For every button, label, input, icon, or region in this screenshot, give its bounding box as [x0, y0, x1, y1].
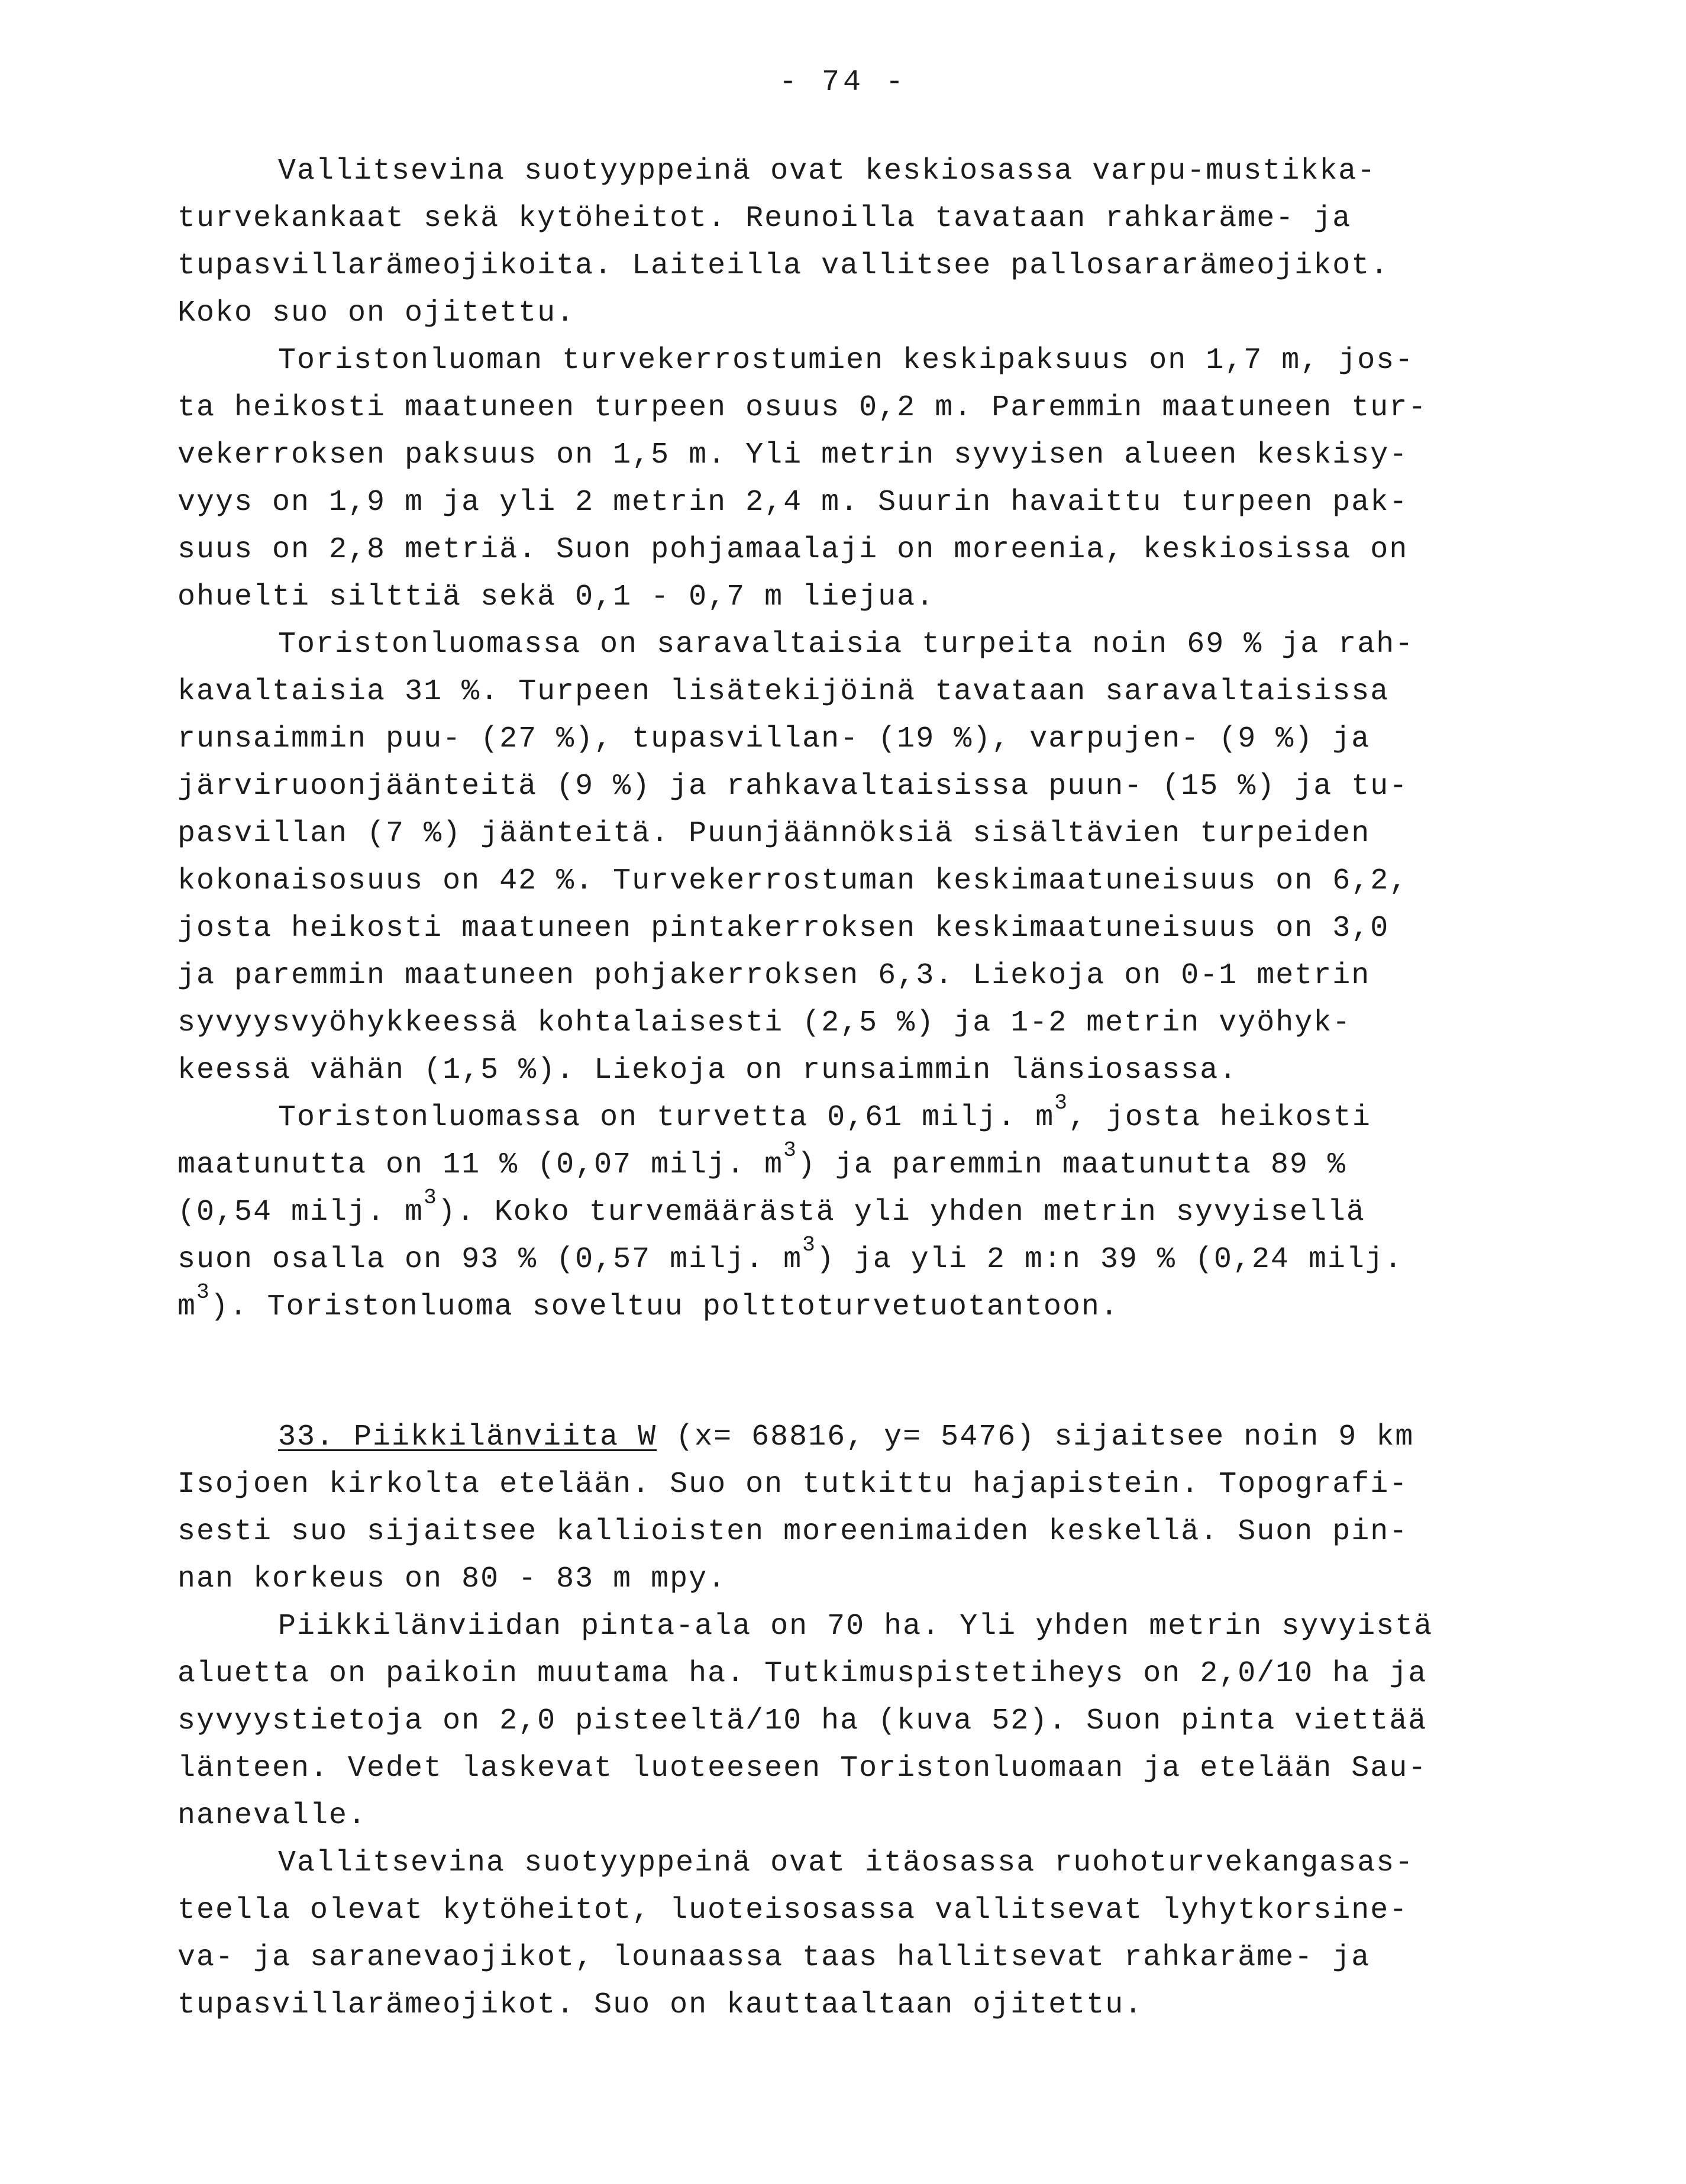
text-line: ta heikosti maatuneen turpeen osuus 0,2 m. Paremmin maatuneen tur- — [177, 391, 1427, 425]
superscript: 3 — [1054, 1091, 1068, 1115]
text-line: vyys on 1,9 m ja yli 2 metrin 2,4 m. Suurin havaittu turpeen pak- — [177, 486, 1409, 519]
text-line: va- ja saranevaojikot, lounaassa taas hallitsevat rahkaräme- ja — [177, 1941, 1371, 1975]
page-number: - 74 - — [779, 66, 907, 99]
text-line: josta heikosti maatuneen pintakerroksen keskimaatuneisuus on 3,0 — [177, 912, 1390, 945]
text-line: tupasvillarämeojikoita. Laiteilla vallitsee pallosararämeojikot. — [177, 249, 1390, 283]
text-line: tupasvillarämeojikot. Suo on kauttaaltaan ojitettu. — [177, 1988, 1144, 2022]
superscript: 3 — [802, 1233, 816, 1257]
superscript: 3 — [196, 1280, 211, 1304]
text-line: (0,54 milj. $m^3$). Koko turvemäärästä yli yhden metrin syvyisellä — [177, 1185, 1365, 1229]
text-line: ohuelti silttiä sekä 0,1 - 0,7 m liejua. — [177, 580, 935, 614]
text-line: $m^3$). Toristonluoma soveltuu polttoturvetuotantoon. — [177, 1280, 1119, 1324]
text-line: kokonaisosuus on 42 %. Turvekerrostuman keskimaatuneisuus on 6,2, — [177, 864, 1409, 898]
text-line: suon osalla on 93 % (0,57 milj. $m^3$) ja yli 2 m:n 39 % (0,24 milj. — [177, 1233, 1403, 1277]
text-line: Vallitsevina suotyyppeinä ovat itäosassa ruohoturvekangasas- — [278, 1846, 1414, 1880]
text-line: syvyystietoja on 2,0 pisteeltä/10 ha (kuva 52). Suon pinta viettää — [177, 1704, 1427, 1738]
text-line: keessä vähän (1,5 %). Liekoja on runsaimmin länsiosassa. — [177, 1054, 1238, 1087]
text-line: nan korkeus on 80 - 83 m mpy. — [177, 1562, 727, 1596]
text-line: Isojoen kirkolta etelään. Suo on tutkittu hajapistein. Topografi- — [177, 1468, 1409, 1501]
text-line: pasvillan (7 %) jäänteitä. Puunjäännöksiä sisältävien turpeiden — [177, 817, 1371, 851]
text-line: teella olevat kytöheitot, luoteisosassa vallitsevat lyhytkorsine- — [177, 1894, 1409, 1927]
text-line: nanevalle. — [177, 1799, 367, 1833]
text-line: maatunutta on 11 % (0,07 milj. $m^3$) ja paremmin maatunutta 89 % — [177, 1138, 1346, 1182]
text-line: sesti suo sijaitsee kallioisten moreenimaiden keskellä. Suon pin- — [177, 1515, 1409, 1549]
superscript: 3 — [424, 1185, 438, 1210]
text-line: turvekankaat sekä kytöheitot. Reunoilla tavataan rahkaräme- ja — [177, 202, 1352, 235]
text-line: Piikkilänviidan pinta-ala on 70 ha. Yli yhden metrin syvyistä — [278, 1610, 1433, 1643]
text-line: 33. Piikkilänviita W (x= 68816, y= 5476) sijaitsee noin 9 km — [278, 1420, 1414, 1454]
text-line: Vallitsevina suotyyppeinä ovat keskiosassa varpu-mustikka- — [278, 154, 1377, 188]
text-line: Koko suo on ojitettu. — [177, 296, 576, 330]
text-line: syvyysvyöhykkeessä kohtalaisesti (2,5 %) ja 1-2 metrin vyöhyk- — [177, 1006, 1352, 1040]
text-line: aluetta on paikoin muutama ha. Tutkimuspistetiheys on 2,0/10 ha ja — [177, 1657, 1427, 1691]
text-line: Toristonluomassa on turvetta 0,61 milj. $m^3$, josta heikosti — [278, 1091, 1371, 1135]
text-line: kavaltaisia 31 %. Turpeen lisätekijöinä tavataan saravaltaisissa — [177, 675, 1390, 709]
text-line: suus on 2,8 metriä. Suon pohjamaalaji on moreenia, keskiosissa on — [177, 533, 1409, 567]
text-line: länteen. Vedet laskevat luoteeseen Toristonluomaan ja etelään Sau- — [177, 1752, 1427, 1785]
text-line: Toristonluomassa on saravaltaisia turpeita noin 69 % ja rah- — [278, 628, 1414, 661]
superscript: 3 — [783, 1138, 797, 1162]
text-line: järviruoonjäänteitä (9 %) ja rahkavaltaisissa puun- (15 %) ja tu- — [177, 770, 1409, 803]
text-line: runsaimmin puu- (27 %), tupasvillan- (19 %), varpujen- (9 %) ja — [177, 722, 1371, 756]
text-line: vekerroksen paksuus on 1,5 m. Yli metrin syvyisen alueen keskisy- — [177, 438, 1409, 472]
text-line: ja paremmin maatuneen pohjakerroksen 6,3. Liekoja on 0-1 metrin — [177, 959, 1371, 993]
text-line: Toristonluoman turvekerrostumien keskipaksuus on 1,7 m, jos- — [278, 344, 1414, 377]
section-heading: 33. Piikkilänviita W — [278, 1420, 657, 1454]
